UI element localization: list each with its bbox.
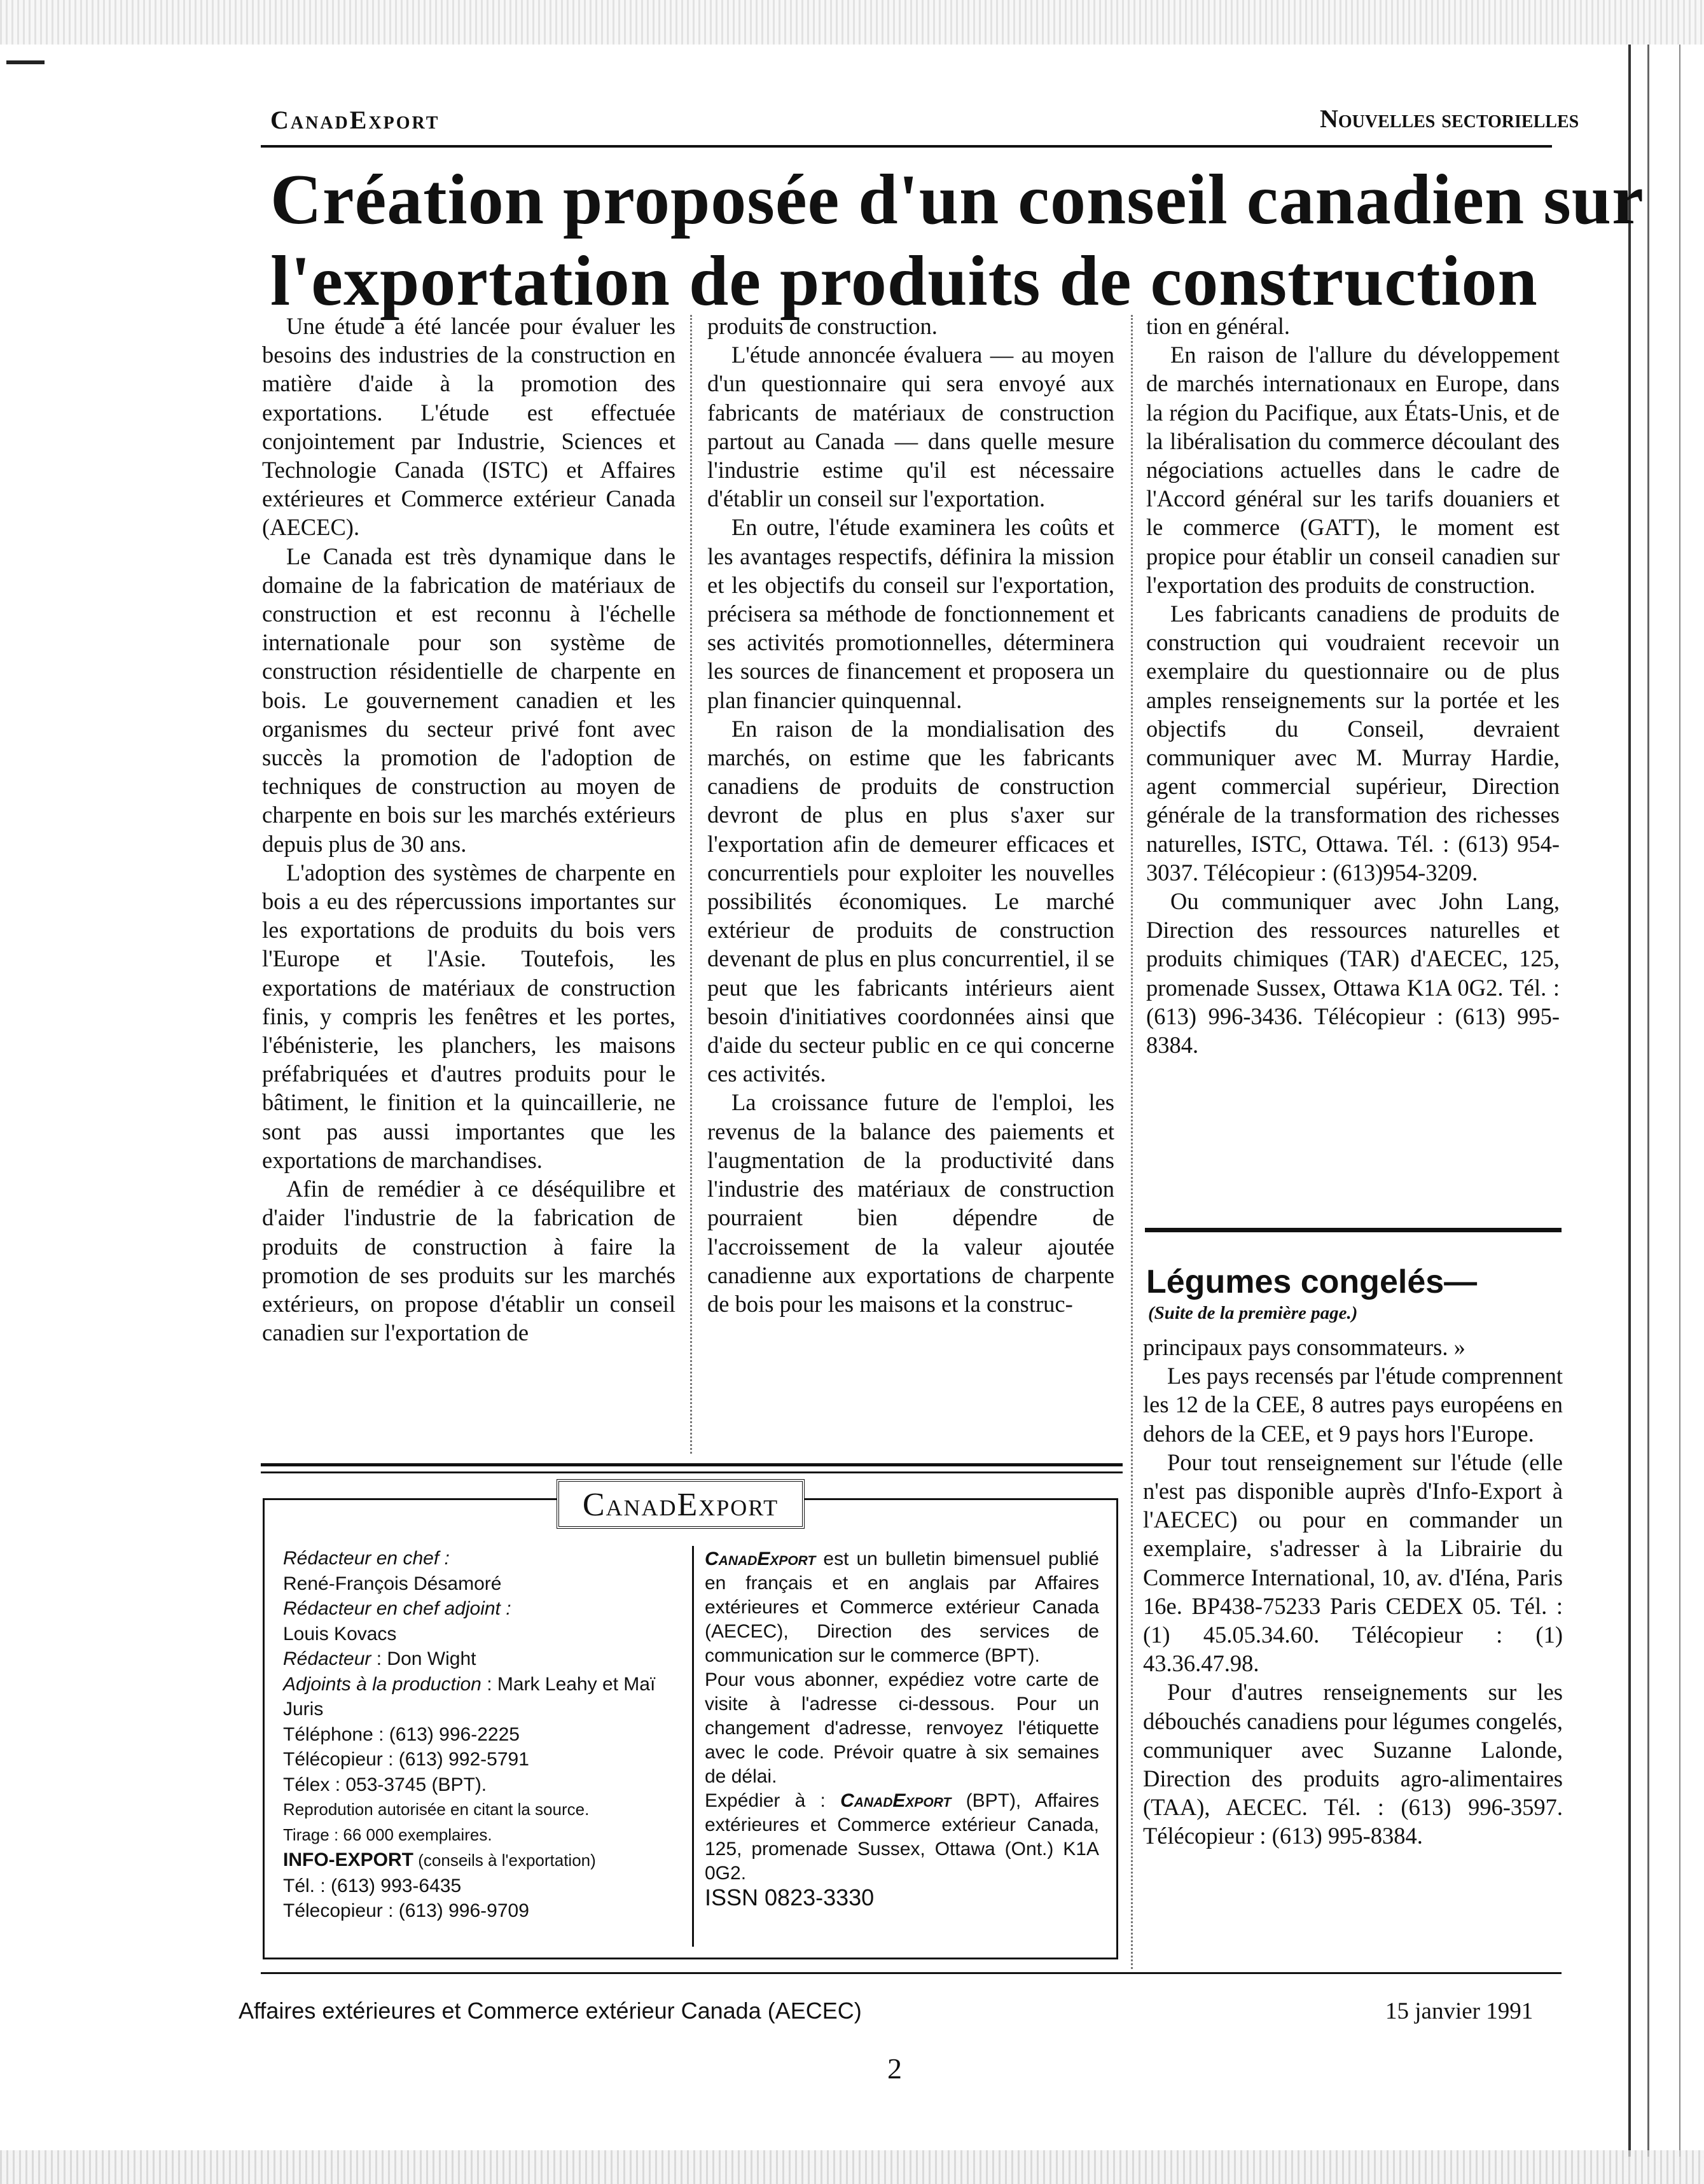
deputy-name: Louis Kovacs <box>283 1623 397 1645</box>
paragraph: La croissance future de l'emploi, les revenus de la balance des paiements et l'augmentation de la productivité dans l'industrie des matériaux de construction pourraient bien dépendre de l'accroissement de la valeur ajoutée canadienne aux exportations de charpente de bois pour les maisons et la construc- <box>707 1089 1114 1317</box>
article-column-1 <box>262 312 675 1347</box>
column-divider <box>690 315 692 1454</box>
paragraph: Une étude a été lancée pour évaluer les besoins des industries de la construction en matière d'aide à la promotion des exportations. L'étude est effectuée conjointement par Industrie, Sciences et Technologie Canada (ISTC) et Affaires extérieures et Commerce extérieur Canada (AECEC). <box>262 313 675 541</box>
issue-date: 15 janvier 1991 <box>1385 1998 1534 2024</box>
paragraph: Ou communiquer avec John Lang, Direction des ressources naturelles et produits chimiques (TAR) d'AECEC, 125, promenade Sussex, Ottawa K1A 0G2. Tél. : (613) 996-3436. Télécopieur : (613) 995-8384. <box>1146 888 1560 1059</box>
deputy-label: Rédacteur en chef adjoint : <box>283 1598 511 1619</box>
brand-name: CanadExport <box>705 1548 816 1569</box>
paragraph: Afin de remédier à ce déséquilibre et d'aider l'industrie de la fabrication de produits de construction à faire la promotion de ses produits sur les marchés extérieurs, on propose d'établir un conseil canadien sur l'exportation de <box>262 1176 675 1346</box>
headline-line-1: Création proposée d'un conseil canadien sur <box>270 160 1644 239</box>
masthead-info <box>705 1547 1099 1910</box>
paragraph: En outre, l'étude examinera les coûts et les avantages respectifs, définira la mission et les objectifs du conseil sur l'exportation, précisera sa méthode de fonctionnement et ses activités promotionnelles, déterminera les sources de financement et proposera un plan financier quinquennal. <box>707 514 1114 713</box>
masthead-rule <box>261 1471 1123 1473</box>
sidebar-article-body <box>1143 1333 1563 1851</box>
paragraph-continued: principaux pays consommateurs. » <box>1143 1334 1465 1360</box>
editor-label: Rédacteur en chef : <box>283 1548 450 1569</box>
issn: ISSN 0823-3330 <box>705 1884 875 1910</box>
writer-name: : Don Wight <box>371 1648 476 1669</box>
writer-line <box>283 1646 690 1672</box>
paragraph: L'étude annoncée évaluera — au moyen d'un questionnaire qui sera envoyé aux fabricants de matériaux de construction partout au Canada — dans quelle mesure l'industrie estime qu'il est nécessaire d'établir un conseil sur l'exportation. <box>707 342 1114 512</box>
telex: Télex : 053-3745 (BPT). <box>283 1774 487 1795</box>
phone: Téléphone : (613) 996-2225 <box>283 1723 520 1745</box>
page-binding-line <box>1628 45 1631 2157</box>
footer-rule <box>261 1972 1562 1974</box>
paragraph: L'adoption des systèmes de charpente en bois a eu des répercussions importantes sur les exportations de produits du bois vers l'Europe et l'Asie. Toutefois, les exportations de matériaux de construction finis, y compris les fenêtres et les portes, l'ébénisterie, les planchers, les maisons préfabriquées et d'autres produits pour le bâtiment, le finition et la quincaillerie, ne sont pas aussi importantes que les exportations de marchandises. <box>262 859 675 1173</box>
shipping-text: (BPT), Affaires extérieures et Commerce extérieur Canada, 125, promenade Sussex, Ottawa (Ont.) K1A 0G2. <box>705 1790 1099 1884</box>
header-rule <box>261 145 1552 148</box>
running-title: CanadExport <box>270 106 440 134</box>
publisher: Affaires extérieures et Commerce extérieur Canada (AECEC) <box>239 1998 862 2024</box>
article-headline <box>270 159 1644 322</box>
page-binding-line <box>1647 45 1649 2157</box>
scan-edge-top <box>0 0 1704 45</box>
masthead-title: CanadExport <box>557 1479 805 1529</box>
production-label: Adjoints à la production <box>283 1673 481 1695</box>
masthead-credits <box>283 1546 690 1924</box>
paragraph: Le Canada est très dynamique dans le domaine de la fabrication de matériaux de construction et est reconnu à l'échelle internationale pour son système de construction résidentielle de charpente en bois. Le gouvernement canadien et les organismes du secteur privé font avec succès la promotion de l'adoption de techniques de construction au moyen de charpente en bois sur les marchés extérieurs depuis plus de 30 ans. <box>262 543 675 857</box>
paragraph: Pour tout renseignement sur l'étude (elle n'est pas disponible auprès d'Info-Export à l'AECEC) ou pour en commander un exemplaire, s'adresser à la Librairie du Commerce International, 10, av. d'Iéna, Paris 16e. BP438-75233 Paris CEDEX 05. Tél. : (1) 45.05.34.60. Télécopieur : (1) 43.36.47.98. <box>1143 1449 1563 1677</box>
shipping-label: Expédier à : <box>705 1790 841 1811</box>
page-number: 2 <box>887 2052 902 2085</box>
scan-edge-bottom <box>0 2150 1704 2184</box>
section-name: Nouvelles sectorielles <box>1320 104 1579 133</box>
shipping-address <box>705 1789 1099 1886</box>
section-rule <box>1145 1228 1562 1232</box>
production-names: : Mark Leahy et Maï Juris <box>283 1673 656 1720</box>
scan-edge-mark <box>6 60 45 64</box>
production-line <box>283 1672 690 1722</box>
reproduction-note: Reprodution autorisée en citant la source. <box>283 1800 590 1819</box>
masthead-rule <box>261 1463 1123 1466</box>
paragraph: Pour d'autres renseignements sur les débouchés canadiens pour légumes congelés, communiquer avec Suzanne Lalonde, Direction des produits agro-alimentaires (TAA), AECEC. Tél. : (613) 996-3597. Télécopieur : (613) 995-8384. <box>1143 1679 1563 1849</box>
print-run: Tirage : 66 000 exemplaires. <box>283 1825 492 1844</box>
description <box>705 1547 1099 1668</box>
editor-name: René-François Désamoré <box>283 1573 502 1594</box>
paragraph: Les fabricants canadiens de produits de construction qui voudraient recevoir un exemplaire du questionnaire ou de plus amples renseignements sur la portée et les objectifs du Conseil, devraient communiquer avec M. Murray Hardie, agent commercial supérieur, Direction générale de la transformation des richesses naturelles, ISTC, Ottawa. Tél. : (613) 954-3037. Télécopieur : (613)954-3209. <box>1146 601 1560 886</box>
info-export-label: INFO-EXPORT <box>283 1849 414 1870</box>
headline-line-2: l'exportation de produits de construction <box>270 242 1538 321</box>
article-column-3 <box>1146 312 1560 1059</box>
info-export-line <box>283 1847 690 1874</box>
masthead-divider <box>692 1546 694 1947</box>
article-column-2 <box>707 312 1114 1318</box>
subscription-info: Pour vous abonner, expédiez votre carte de visite à l'adresse ci-dessous. Pour un changement d'adresse, renvoyez l'étiquette avec le code. Prévoir quatre à six semaines de délai. <box>705 1669 1099 1787</box>
description-text: est un bulletin bimensuel publié en français et en anglais par Affaires extérieures et Commerce extérieur Canada (AECEC), Direction des services de communication sur le commerce (BPT). <box>705 1548 1099 1666</box>
info-export-fax: Télecopieur : (613) 996-9709 <box>283 1900 529 1921</box>
paragraph-continued: tion en général. <box>1146 313 1291 339</box>
sidebar-headline: Légumes congelés— <box>1146 1263 1478 1300</box>
continuation-note: (Suite de la première page.) <box>1148 1303 1358 1323</box>
info-export-phone: Tél. : (613) 993-6435 <box>283 1875 462 1896</box>
paragraph: En raison de l'allure du développement de marchés internationaux en Europe, dans la région du Pacifique, aux États-Unis, et de la libéralisation du commerce découlant des négociations actuelles dans le cadre de l'Accord général sur les tarifs douaniers et le commerce (GATT), le moment est propice pour établir un conseil canadien sur l'exportation des produits de construction. <box>1146 342 1560 598</box>
column-divider <box>1131 315 1133 1969</box>
fax: Télécopieur : (613) 992-5791 <box>283 1749 529 1770</box>
paragraph: Les pays recensés par l'étude comprennent les 12 de la CEE, 8 autres pays européens en dehors de la CEE, et 9 pays hors l'Europe. <box>1143 1363 1563 1447</box>
writer-label: Rédacteur <box>283 1648 371 1669</box>
paragraph-continued: produits de construction. <box>707 313 938 339</box>
page-binding-line <box>1679 45 1680 2157</box>
paragraph: En raison de la mondialisation des marchés, on estime que les fabricants canadiens de produits de construction devront de plus en plus s'axer sur l'exportation afin de demeurer efficaces et concurrentiels pour exploiter les nouvelles possibilités économiques. Le marché extérieur de produits de construction devenant de plus en plus concurrentiel, il se peut que les fabricants intérieurs aient besoin d'initiatives coordonnées ainsi que d'aide du secteur public en ce qui concerne ces activités. <box>707 715 1114 1087</box>
brand-name: CanadExport <box>840 1790 952 1811</box>
info-export-subtitle: (conseils à l'exportation) <box>413 1851 596 1870</box>
